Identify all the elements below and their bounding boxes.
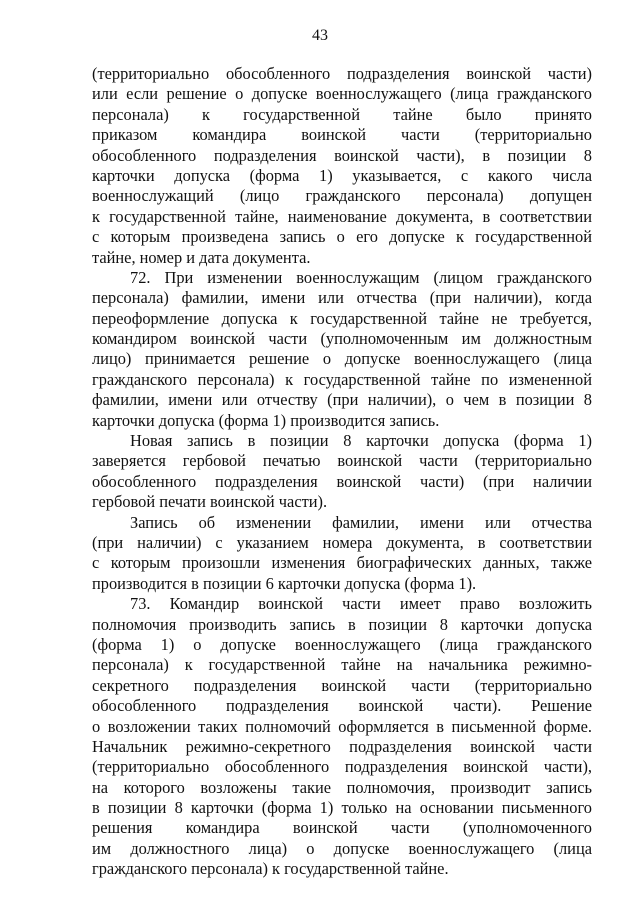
text-line: о возложении таких полномочий оформляется в письменной форме. xyxy=(92,716,592,736)
text-line: лицо) принимается решение о допуске военнослужащего (лица xyxy=(92,349,592,369)
text-line: секретного подразделения воинской части (территориально xyxy=(92,675,592,695)
text-line: (территориально обособленного подразделения воинской части), xyxy=(92,757,592,777)
text-line: обособленного подразделения воинской части) (при наличии xyxy=(92,471,592,491)
text-line: приказом командира воинской части (территориально xyxy=(92,125,592,145)
text-line: в позиции 8 карточки (форма 1) только на основании письменного xyxy=(92,798,592,818)
text-line: производится в позиции 6 карточки допуска (форма 1). xyxy=(92,573,477,593)
text-line: 73. Командир воинской части имеет право возложить xyxy=(130,594,592,614)
text-line: гражданского персонала) к государственной тайне. xyxy=(92,859,449,879)
text-line: переоформление допуска к государственной тайне не требуется, xyxy=(92,308,592,328)
text-line: персонала) к государственной тайне было принято xyxy=(92,104,592,124)
text-line: к государственной тайне, наименование документа, в соответствии xyxy=(92,206,592,226)
text-line: гражданского персонала) к государственной тайне по измененной xyxy=(92,369,592,389)
text-line: карточки допуска (форма 1) производится запись. xyxy=(92,410,440,430)
text-line: решения командира воинской части (уполномоченного xyxy=(92,818,592,838)
text-line: Запись об изменении фамилии, имени или отчества xyxy=(130,512,592,532)
text-line: (форма 1) о допуске военнослужащего (лица гражданского xyxy=(92,634,592,654)
text-line: 72. При изменении военнослужащим (лицом гражданского xyxy=(130,267,592,287)
text-line: обособленного подразделения воинской части), в позиции 8 xyxy=(92,145,592,165)
text-line: им должностного лица) о допуске военнослужащего (лица xyxy=(92,838,592,858)
text-line: с которым произошли изменения биографических данных, также xyxy=(92,553,592,573)
text-line: или если решение о допуске военнослужащего (лица гражданского xyxy=(92,84,592,104)
text-line: гербовой печати воинской части). xyxy=(92,492,328,512)
document-body xyxy=(92,64,592,880)
page-number: 43 xyxy=(312,27,328,44)
text-line: (при наличии) с указанием номера документа, в соответствии xyxy=(92,532,592,552)
text-line: персонала) фамилии, имени или отчества (при наличии), когда xyxy=(92,288,592,308)
text-line: военнослужащий (лицо гражданского персонала) допущен xyxy=(92,186,592,206)
text-line: персонала) к государственной тайне на начальника режимно- xyxy=(92,655,592,675)
text-line: фамилии, имени или отчеству (при наличии), о чем в позиции 8 xyxy=(92,390,592,410)
text-line: командиром воинской части (уполномоченным им должностным xyxy=(92,329,592,349)
text-line: Начальник режимно-секретного подразделения воинской части xyxy=(92,736,592,756)
text-line: тайне, номер и дата документа. xyxy=(92,247,311,267)
text-line: карточки допуска (форма 1) указывается, с какого числа xyxy=(92,165,592,185)
text-line: Новая запись в позиции 8 карточки допуска (форма 1) xyxy=(130,431,592,451)
text-line: на которого возложены такие полномочия, производит запись xyxy=(92,777,592,797)
text-line: с которым произведена запись о его допуске к государственной xyxy=(92,227,592,247)
text-line: обособленного подразделения воинской части). Решение xyxy=(92,696,592,716)
text-line: (территориально обособленного подразделения воинской части) xyxy=(92,64,592,83)
text-line: полномочия производить запись в позиции 8 карточки допуска xyxy=(92,614,592,634)
text-line: заверяется гербовой печатью воинской части (территориально xyxy=(92,451,592,471)
